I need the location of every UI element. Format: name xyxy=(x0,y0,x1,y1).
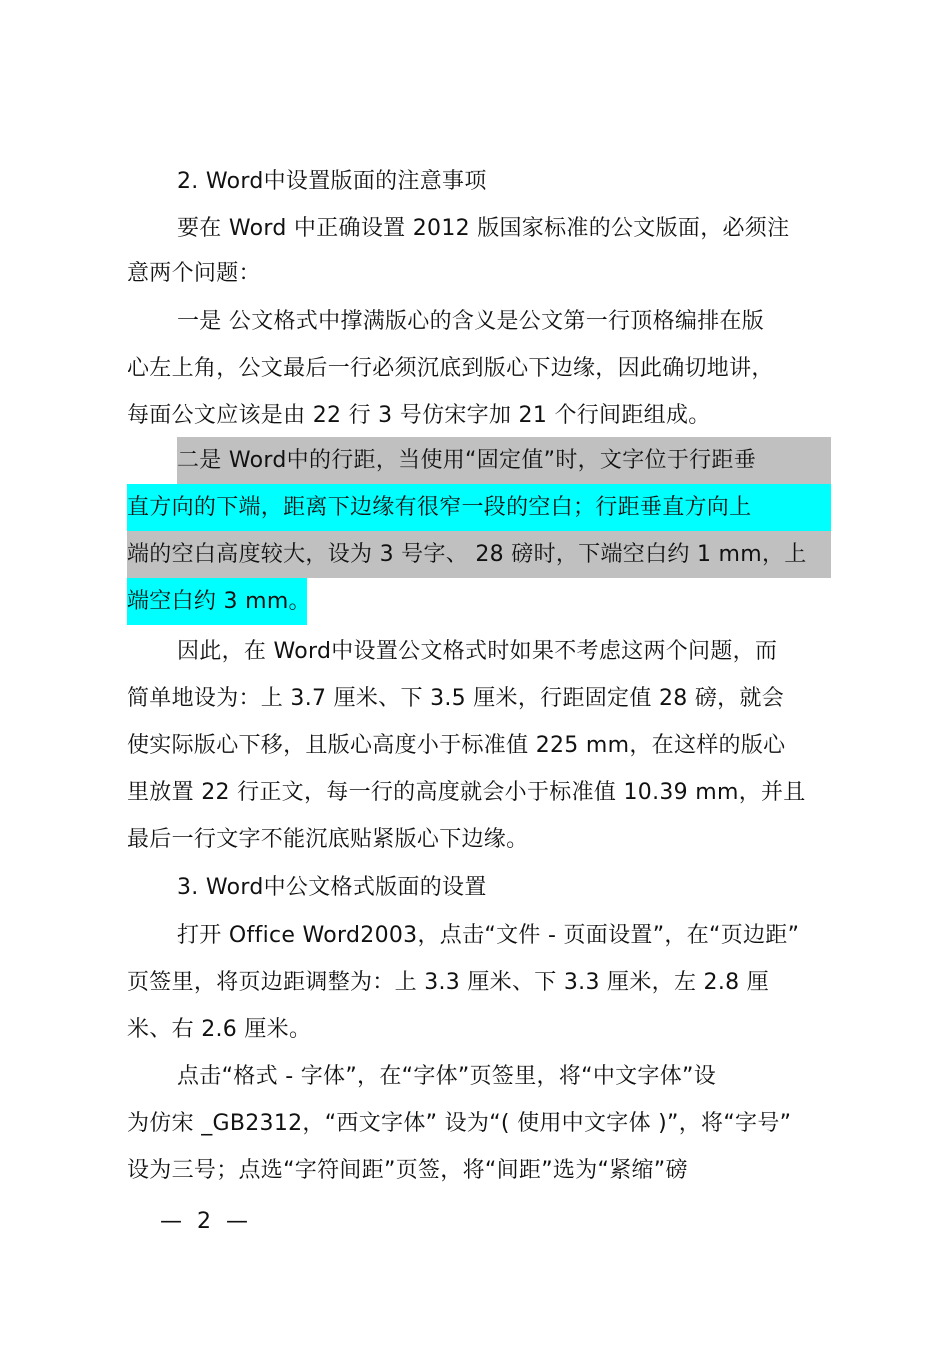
highlighted-line-gray: 端的空白高度较大，设为 3 号字、 28 磅时，下端空白约 1 mm，上 xyxy=(127,531,831,578)
highlighted-line-gray: 二是 Word中的行距，当使用“固定值”时，文字位于行距垂 xyxy=(177,437,831,484)
paragraph-line: 要在 Word 中正确设置 2012 版国家标准的公文版面，必须注 xyxy=(177,216,790,241)
paragraph-line: 每面公文应该是由 22 行 3 号仿宋字加 21 个行间距组成。 xyxy=(127,403,711,428)
paragraph-line: 点击“格式 - 字体”，在“字体”页签里，将“中文字体”设 xyxy=(177,1064,717,1089)
paragraph-line: 页签里，将页边距调整为：上 3.3 厘米、下 3.3 厘米，左 2.8 厘 xyxy=(127,970,770,995)
section-heading-2: 2. Word中设置版面的注意事项 xyxy=(177,169,487,194)
paragraph-line: 为仿宋 _GB2312，“西文字体” 设为“( 使用中文字体 )”，将“字号” xyxy=(127,1111,792,1136)
paragraph-line: 意两个问题： xyxy=(127,261,261,286)
highlighted-line-cyan: 端空白约 3 mm。 xyxy=(127,578,307,625)
highlighted-line-cyan: 直方向的下端，距离下边缘有很窄一段的空白；行距垂直方向上 xyxy=(127,484,831,531)
paragraph-line: 最后一行文字不能沉底贴紧版心下边缘。 xyxy=(127,827,529,852)
paragraph-line: 使实际版心下移，且版心高度小于标准值 225 mm，在这样的版心 xyxy=(127,733,786,758)
paragraph-line: 设为三号；点选“字符间距”页签，将“间距”选为“紧缩”磅 xyxy=(127,1158,688,1183)
paragraph-line: 米、右 2.6 厘米。 xyxy=(127,1017,312,1042)
paragraph-line: 简单地设为：上 3.7 厘米、下 3.5 厘米，行距固定值 28 磅，就会 xyxy=(127,686,785,711)
paragraph-line: 一是 公文格式中撑满版心的含义是公文第一行顶格编排在版 xyxy=(177,309,765,334)
paragraph-line: 里放置 22 行正文，每一行的高度就会小于标准值 10.39 mm，并且 xyxy=(127,780,806,805)
paragraph-line: 心左上角，公文最后一行必须沉底到版心下边缘，因此确切地讲， xyxy=(127,356,774,381)
paragraph-line: 因此，在 Word中设置公文格式时如果不考虑这两个问题，而 xyxy=(177,639,778,664)
page-number: — 2 — xyxy=(160,1209,252,1234)
paragraph-line: 打开 Office Word2003，点击“文件 - 页面设置”，在“页边距” xyxy=(177,923,800,948)
section-heading-3: 3. Word中公文格式版面的设置 xyxy=(177,875,487,900)
